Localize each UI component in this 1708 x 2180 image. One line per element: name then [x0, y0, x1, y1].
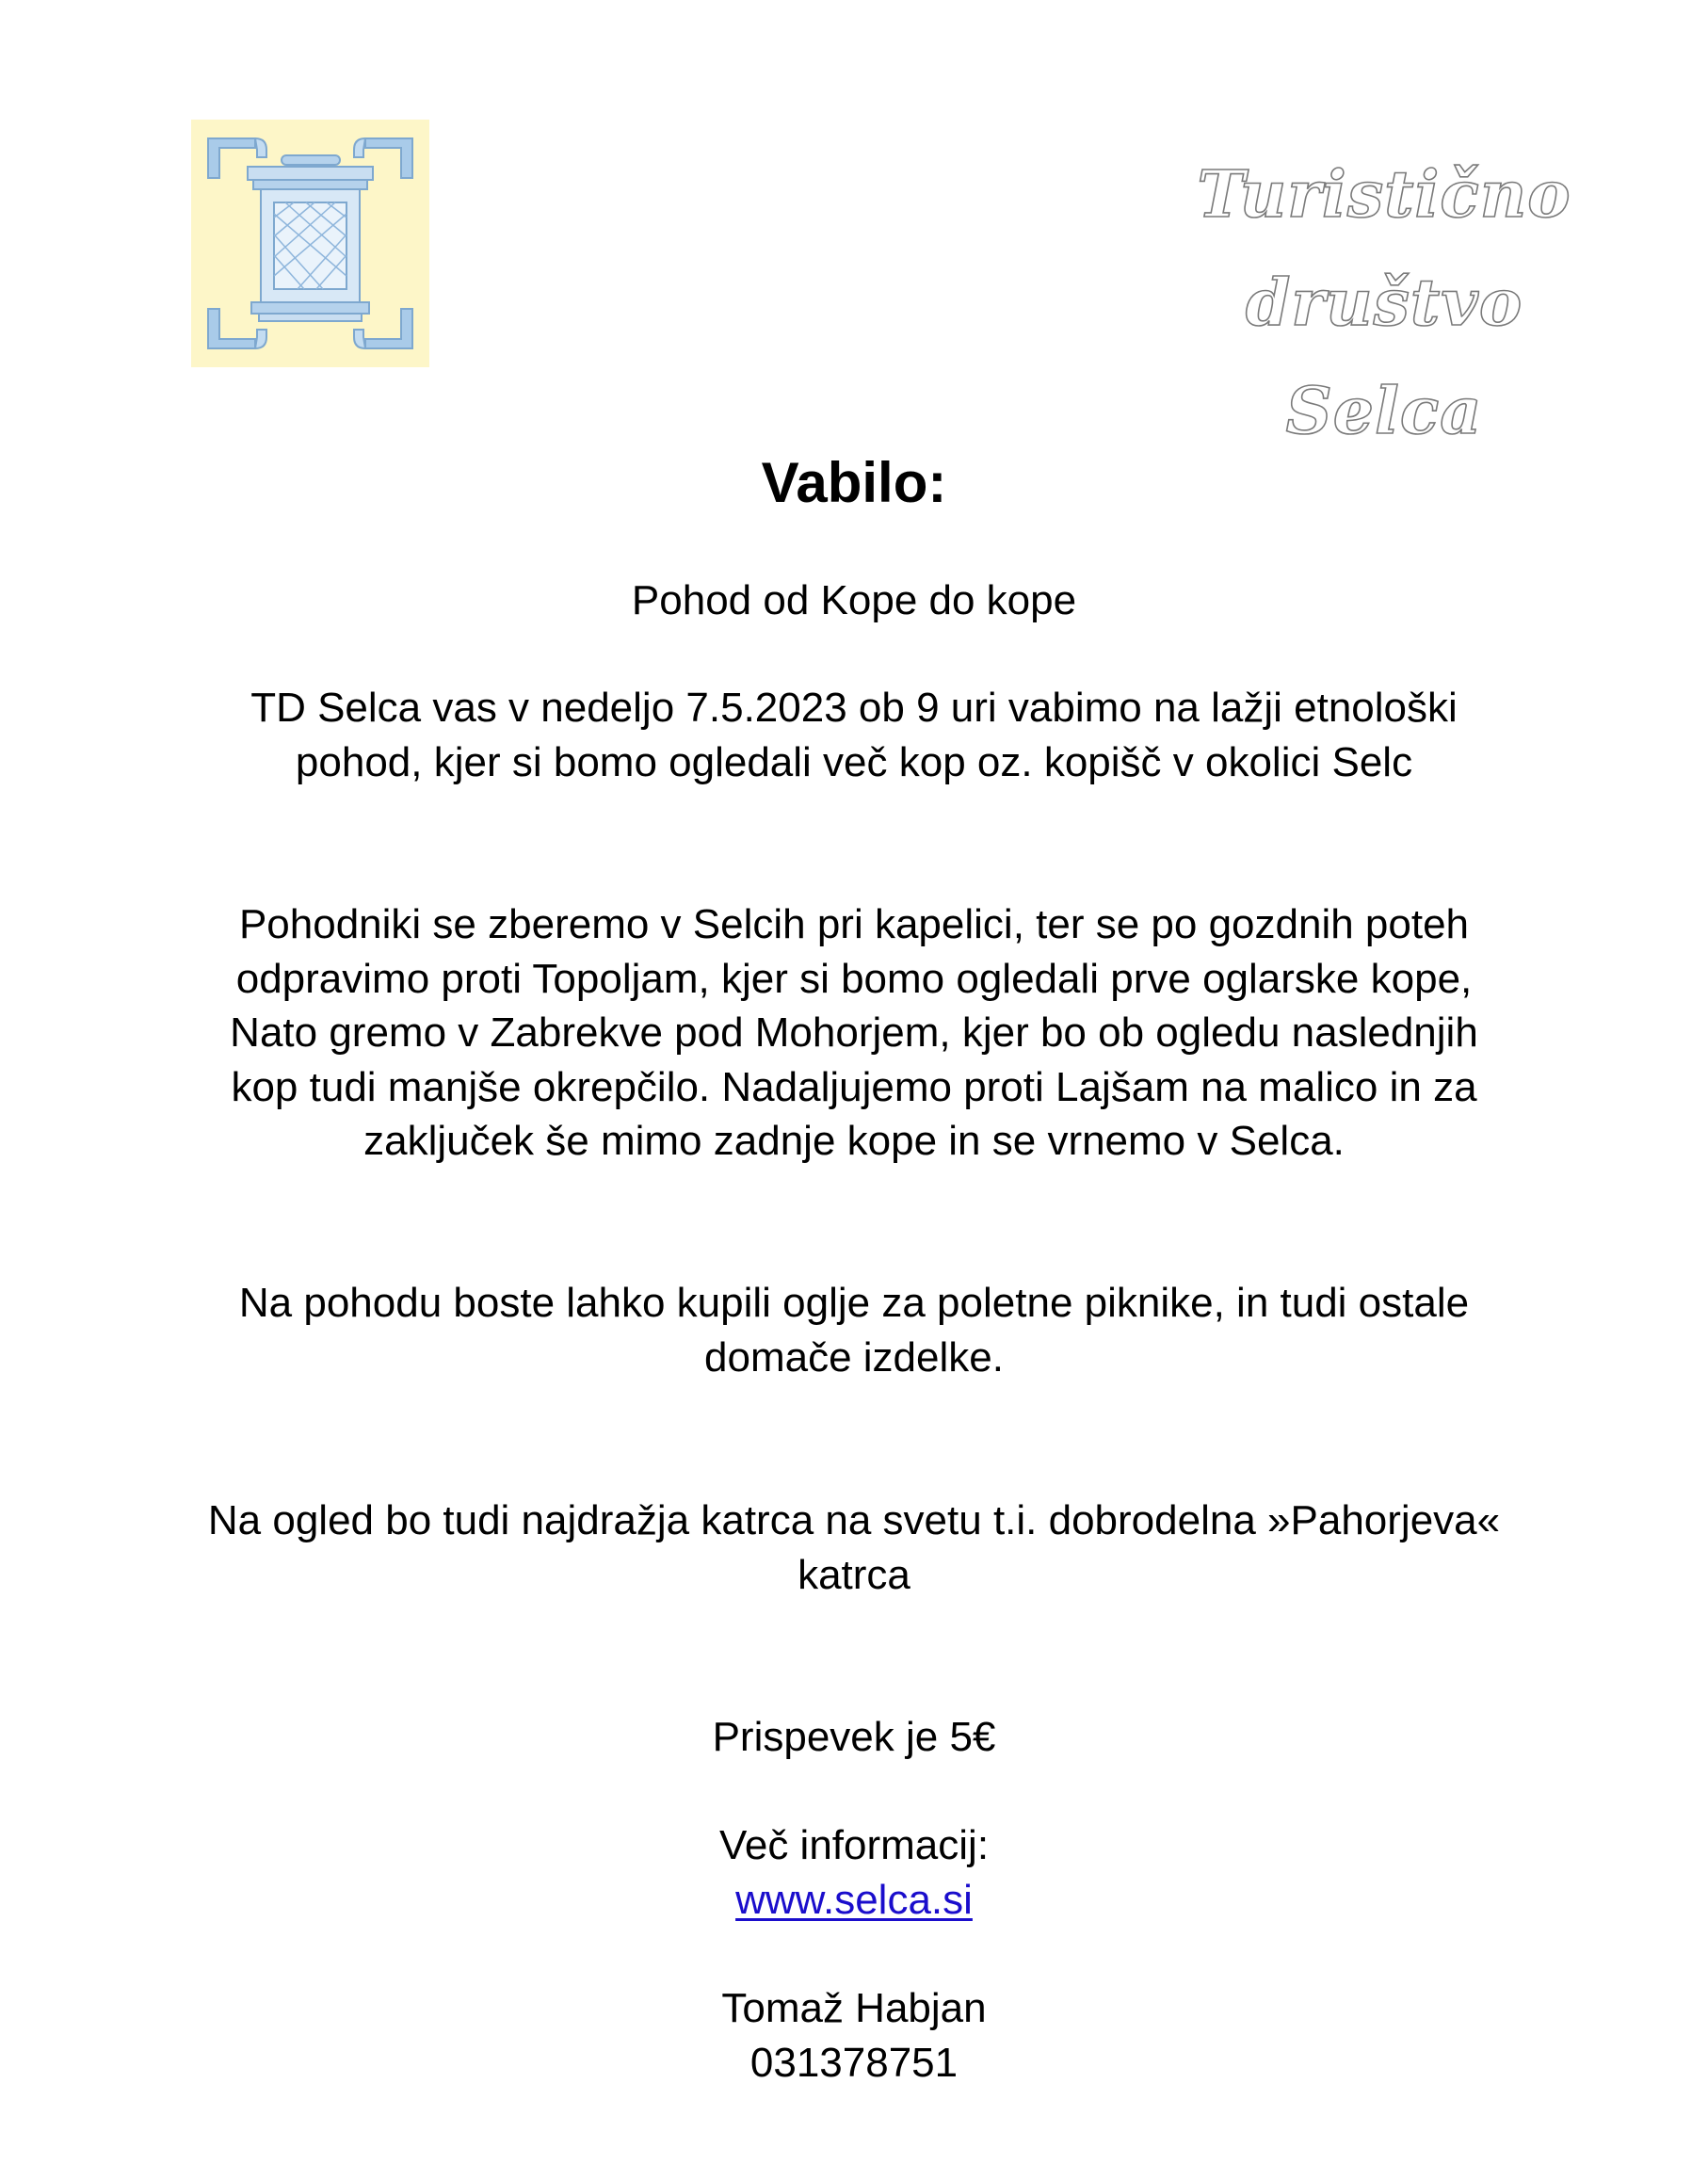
more-info-label: Več informacij: [718, 1822, 990, 1868]
intro-paragraph: TD Selca vas v nedeljo 7.5.2023 ob 9 uri vabimo na lažji etnološki pohod, kjer si bomo ogledali več kop oz. kopišč v okolici Selc [250, 685, 1458, 785]
contact-block [195, 1981, 1513, 2090]
organization-name [1083, 141, 1685, 466]
fee-text: Prispevek je 5€ [712, 1714, 996, 1760]
contact-name: Tomaž Habjan [721, 1985, 987, 2031]
window-logo-icon [191, 120, 429, 367]
invitation-title: Vabilo: [761, 451, 947, 514]
more-info [195, 1818, 1513, 1927]
car-exhibit-paragraph: Na ogled bo tudi najdražja katrca na svetu t.i. dobrodelna »Pahorjeva« katrca [207, 1497, 1501, 1598]
route-paragraph: Pohodniki se zberemo v Selcih pri kapelici, ter se po gozdnih poteh odpravimo proti Topoljam, kjer si bomo ogledali prve oglarske kope, Nato gremo v Zabrekve pod Mohorjem, kjer bo ob ogledu naslednjih kop tudi manjše okrepčilo. Nadaljujemo proti Lajšam na malico in za zaključek še mimo zadnje kope in se vrnemo v Selca. [230, 901, 1478, 1164]
organization-name-line2: Selca [1285, 374, 1483, 449]
event-name: Pohod od Kope do kope [631, 577, 1077, 623]
contact-phone: 031378751 [749, 2039, 959, 2086]
purchase-paragraph: Na pohodu boste lahko kupili oglje za poletne piknike, in tudi ostale domače izdelke. [238, 1280, 1470, 1381]
organization-name-line1: Turistično društvo [1197, 157, 1571, 341]
website-link[interactable]: www.selca.si [735, 1876, 973, 1923]
